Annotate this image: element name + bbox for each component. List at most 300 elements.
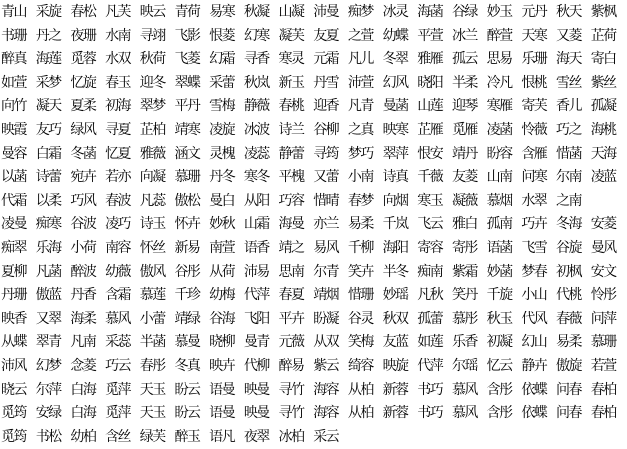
word-item: 之真 — [347, 121, 373, 138]
word-item: 新蓉 — [382, 405, 408, 422]
word-item: 靖之 — [278, 239, 304, 256]
word-item: 谷灵 — [347, 310, 373, 327]
word-item: 寄彤 — [451, 239, 477, 256]
word-item: 冰波 — [243, 121, 269, 138]
word-item: 幼薇 — [105, 263, 131, 280]
word-row — [1, 95, 626, 119]
word-item: 冰兰 — [451, 27, 477, 44]
word-item: 寄容 — [417, 239, 443, 256]
word-item: 忆夏 — [105, 145, 131, 162]
word-item: 海曼 — [278, 216, 304, 233]
word-item: 新蓉 — [382, 381, 408, 398]
word-item: 映香 — [1, 310, 26, 327]
word-item: 凡南 — [70, 334, 96, 351]
word-item: 书巧 — [417, 381, 443, 398]
word-item: 寻竹 — [278, 381, 304, 398]
word-item: 幻梦 — [35, 357, 61, 374]
word-item: 丹香 — [70, 287, 96, 304]
word-item: 凡菡 — [35, 263, 61, 280]
word-item: 涵文 — [174, 145, 200, 162]
word-item: 平丹 — [174, 98, 200, 115]
word-item: 映卉 — [209, 357, 235, 374]
word-item: 从双 — [313, 334, 339, 351]
word-item: 绮容 — [347, 357, 373, 374]
word-item: 飞影 — [174, 27, 200, 44]
word-item: 易风 — [313, 239, 339, 256]
word-item: 新易 — [174, 239, 200, 256]
word-item: 芷雁 — [417, 121, 443, 138]
word-item: 之南 — [556, 192, 581, 209]
word-item: 靖烟 — [313, 287, 339, 304]
word-item: 半柔 — [451, 74, 477, 91]
word-item: 冬海 — [556, 216, 581, 233]
word-item: 芷柏 — [139, 121, 165, 138]
word-item: 雅白 — [451, 216, 477, 233]
word-item: 紫云 — [313, 357, 339, 374]
word-item: 白海 — [70, 405, 96, 422]
word-item: 之萱 — [347, 27, 373, 44]
word-row — [1, 166, 626, 190]
word-item: 诗玉 — [139, 216, 165, 233]
word-item: 慕风 — [451, 405, 477, 422]
word-item: 千珍 — [174, 287, 200, 304]
word-item: 又蕾 — [313, 169, 339, 186]
word-item: 谷旋 — [556, 239, 581, 256]
word-item: 晓云 — [1, 381, 26, 398]
word-item: 恨安 — [417, 145, 443, 162]
word-item: 代萍 — [243, 287, 269, 304]
word-item: 雅薇 — [139, 145, 165, 162]
word-item: 夏柔 — [70, 98, 96, 115]
word-item: 傲旋 — [556, 357, 581, 374]
word-item: 沛曼 — [313, 4, 339, 20]
word-item: 紫霜 — [451, 263, 477, 280]
word-item: 笑卉 — [347, 263, 373, 280]
word-item: 痴南 — [417, 263, 443, 280]
word-item: 含彤 — [486, 405, 512, 422]
word-item: 海阳 — [382, 239, 408, 256]
word-item: 天玉 — [139, 381, 165, 398]
word-item: 含丝 — [105, 428, 131, 445]
word-item: 傲风 — [139, 263, 165, 280]
word-item: 妙玉 — [486, 4, 512, 20]
word-item: 芷荷 — [590, 27, 616, 44]
word-item: 水南 — [105, 27, 131, 44]
word-item: 映云 — [139, 4, 165, 20]
word-item: 冷凡 — [486, 74, 512, 91]
word-item: 采旋 — [35, 4, 61, 20]
word-item: 谷柳 — [313, 121, 339, 138]
word-item: 忆旋 — [70, 74, 96, 91]
word-item: 飞阳 — [243, 310, 269, 327]
word-item: 又翠 — [35, 310, 61, 327]
word-row — [1, 426, 626, 449]
word-item: 元霜 — [313, 51, 339, 68]
word-item: 思易 — [486, 51, 512, 68]
word-item: 觅萍 — [105, 405, 131, 422]
word-item: 映寒 — [382, 121, 408, 138]
word-item: 安文 — [590, 263, 616, 280]
word-item: 海莲 — [35, 51, 61, 68]
word-item: 凡儿 — [347, 51, 373, 68]
word-item: 冬翠 — [382, 51, 408, 68]
word-item: 语曼 — [209, 405, 235, 422]
word-row — [1, 402, 626, 426]
word-item: 向竹 — [1, 98, 26, 115]
word-item: 丹珊 — [1, 287, 26, 304]
word-item: 念菱 — [70, 357, 96, 374]
word-item: 幻寒 — [243, 27, 269, 44]
word-item: 秋凝 — [243, 4, 269, 20]
word-row — [1, 1, 626, 25]
word-item: 幻山 — [521, 334, 547, 351]
word-item: 紫枫 — [590, 4, 616, 20]
word-item: 半菡 — [139, 334, 165, 351]
word-item: 谷彤 — [174, 263, 200, 280]
word-item: 靖丹 — [451, 145, 477, 162]
word-item: 山凝 — [278, 4, 304, 20]
word-item: 静薇 — [243, 98, 269, 115]
word-item: 寻夏 — [105, 121, 131, 138]
word-item: 静蕾 — [278, 145, 304, 162]
word-item: 孤凝 — [590, 98, 616, 115]
word-item: 丹之 — [35, 27, 61, 44]
word-item: 新玉 — [278, 74, 304, 91]
word-item: 采梦 — [35, 74, 61, 91]
word-item: 寻翊 — [139, 27, 165, 44]
word-item: 惜晴 — [313, 192, 339, 209]
word-item: 含雁 — [521, 145, 547, 162]
word-item: 曼菡 — [382, 98, 408, 115]
word-item: 凌蕊 — [243, 145, 269, 162]
word-item: 映旋 — [382, 357, 408, 374]
word-item: 痴翠 — [1, 239, 26, 256]
word-item: 采云 — [313, 428, 339, 445]
word-item: 春玉 — [105, 74, 131, 91]
word-item: 春柏 — [590, 381, 616, 398]
word-item: 冰灵 — [382, 4, 408, 20]
word-item: 慕风 — [105, 310, 131, 327]
word-item: 凌蓝 — [590, 169, 616, 186]
word-item: 慕莲 — [139, 287, 165, 304]
word-item: 白霜 — [35, 145, 61, 162]
word-item: 安菱 — [590, 216, 616, 233]
word-item: 迎香 — [313, 98, 339, 115]
word-item: 如莲 — [417, 334, 443, 351]
word-item: 山莲 — [417, 98, 443, 115]
word-item: 雅雁 — [417, 51, 443, 68]
word-item: 白海 — [70, 381, 96, 398]
word-item: 巧容 — [278, 192, 304, 209]
word-item: 如萱 — [1, 74, 26, 91]
word-item: 乐香 — [451, 334, 477, 351]
word-item: 乐海 — [35, 239, 61, 256]
word-item: 寄芙 — [521, 98, 547, 115]
word-item: 春梦 — [347, 192, 373, 209]
word-item: 沛风 — [1, 357, 26, 374]
word-item: 盼凝 — [313, 310, 339, 327]
word-item: 飞云 — [417, 216, 443, 233]
word-item: 尔南 — [556, 169, 581, 186]
word-item: 语香 — [243, 239, 269, 256]
word-item: 依蝶 — [521, 381, 547, 398]
word-item: 寒雁 — [486, 98, 512, 115]
word-item: 海天 — [556, 51, 581, 68]
word-item: 凡秋 — [417, 287, 443, 304]
word-item: 千薇 — [417, 169, 443, 186]
word-item: 从柏 — [347, 381, 373, 398]
word-item: 曼容 — [1, 145, 26, 162]
word-item: 凌曼 — [1, 216, 26, 233]
word-item: 平萱 — [417, 27, 443, 44]
word-item: 春柏 — [590, 405, 616, 422]
word-item: 凡蕊 — [139, 192, 165, 209]
word-item: 凝芙 — [278, 27, 304, 44]
word-item: 寒玉 — [417, 192, 443, 209]
word-item: 怀卉 — [174, 216, 200, 233]
word-item: 问春 — [556, 405, 581, 422]
word-item: 春薇 — [556, 310, 581, 327]
word-item: 山霜 — [243, 216, 269, 233]
word-item: 水双 — [105, 51, 131, 68]
word-item: 天玉 — [139, 405, 165, 422]
word-row — [1, 331, 626, 355]
word-item: 问寒 — [521, 169, 547, 186]
word-item: 曼白 — [209, 192, 235, 209]
word-item: 凡芙 — [105, 4, 131, 20]
word-item: 以菡 — [1, 169, 26, 186]
word-item: 友蓝 — [382, 334, 408, 351]
word-item: 小南 — [347, 169, 373, 186]
word-item: 代萍 — [417, 357, 443, 374]
word-item: 又菱 — [556, 27, 581, 44]
word-item: 觅筠 — [1, 405, 26, 422]
word-item: 笑丹 — [451, 287, 477, 304]
word-item: 醉萱 — [486, 27, 512, 44]
word-row — [1, 25, 626, 49]
word-item: 妙瑶 — [382, 287, 408, 304]
word-item: 含彤 — [486, 381, 512, 398]
word-item: 忆云 — [486, 357, 512, 374]
word-row — [1, 190, 626, 214]
word-item: 千旋 — [486, 287, 512, 304]
word-item: 痴寒 — [35, 216, 61, 233]
word-item: 觅萍 — [105, 381, 131, 398]
word-item: 醉玉 — [174, 428, 200, 445]
word-item: 含霜 — [105, 287, 131, 304]
word-row — [1, 213, 626, 237]
word-item: 映曼 — [243, 381, 269, 398]
word-item: 绿风 — [70, 121, 96, 138]
word-item: 海柔 — [70, 310, 96, 327]
word-item: 靖寒 — [174, 121, 200, 138]
word-item: 易柔 — [347, 216, 373, 233]
word-item: 沛易 — [243, 263, 269, 280]
word-item: 以柔 — [35, 192, 61, 209]
word-item: 友菱 — [451, 169, 477, 186]
word-item: 初枫 — [556, 263, 581, 280]
word-row — [1, 143, 626, 167]
word-item: 盼容 — [486, 145, 512, 162]
word-item: 夜翠 — [243, 428, 269, 445]
word-item: 幻霜 — [209, 51, 235, 68]
word-item: 向烟 — [382, 192, 408, 209]
word-item: 小山 — [521, 287, 547, 304]
word-item: 沛萱 — [347, 74, 373, 91]
word-row — [1, 284, 626, 308]
word-item: 寒灵 — [278, 51, 304, 68]
word-item: 语菡 — [486, 239, 512, 256]
word-item: 语曼 — [209, 381, 235, 398]
word-item: 觅雁 — [451, 121, 477, 138]
word-item: 南容 — [105, 239, 131, 256]
word-item: 春波 — [105, 192, 131, 209]
word-item: 醉真 — [1, 51, 26, 68]
word-item: 静卉 — [521, 357, 547, 374]
word-item: 巧云 — [105, 357, 131, 374]
word-item: 安绿 — [35, 405, 61, 422]
word-item: 寻香 — [243, 51, 269, 68]
word-item: 孤南 — [486, 216, 512, 233]
word-item: 千柳 — [347, 239, 373, 256]
word-item: 宛卉 — [70, 169, 96, 186]
word-item: 夜珊 — [70, 27, 96, 44]
word-item: 青山 — [1, 4, 26, 20]
word-item: 梦春 — [521, 263, 547, 280]
word-item: 慕彤 — [451, 310, 477, 327]
word-item: 青荷 — [174, 4, 200, 20]
word-item: 亦兰 — [313, 216, 339, 233]
word-item: 代桃 — [556, 287, 581, 304]
word-item: 水翠 — [521, 192, 547, 209]
word-item: 晓柳 — [209, 334, 235, 351]
word-item: 慕风 — [451, 381, 477, 398]
word-item: 秋双 — [382, 310, 408, 327]
word-item: 妙菡 — [486, 263, 512, 280]
word-item: 冬菡 — [70, 145, 96, 162]
word-item: 友夏 — [313, 27, 339, 44]
word-item: 丹冬 — [209, 169, 235, 186]
word-item: 采蕾 — [209, 74, 235, 91]
word-item: 寻竹 — [278, 405, 304, 422]
word-item: 元丹 — [521, 4, 547, 20]
word-item: 翠萍 — [382, 145, 408, 162]
word-item: 曼青 — [243, 334, 269, 351]
word-item: 问春 — [556, 381, 581, 398]
word-item: 映曼 — [243, 405, 269, 422]
word-item: 书巧 — [417, 405, 443, 422]
word-item: 春桃 — [278, 98, 304, 115]
word-item: 千岚 — [382, 216, 408, 233]
word-grid — [1, 1, 626, 449]
word-item: 若亦 — [105, 169, 131, 186]
word-item: 醉波 — [70, 263, 96, 280]
word-item: 醉易 — [278, 357, 304, 374]
word-item: 冰柏 — [278, 428, 304, 445]
word-item: 秋荷 — [139, 51, 165, 68]
word-item: 秋岚 — [243, 74, 269, 91]
word-item: 从荷 — [209, 263, 235, 280]
word-row — [1, 48, 626, 72]
word-item: 慕曼 — [174, 334, 200, 351]
word-item: 南萱 — [209, 239, 235, 256]
word-item: 采蕊 — [105, 334, 131, 351]
word-item: 凝薇 — [451, 192, 477, 209]
word-item: 谷海 — [209, 310, 235, 327]
word-item: 迎冬 — [139, 74, 165, 91]
word-item: 靖绿 — [174, 310, 200, 327]
word-item: 慕珊 — [590, 334, 616, 351]
word-item: 诗蕾 — [35, 169, 61, 186]
word-item: 诗真 — [382, 169, 408, 186]
word-item: 绿芙 — [139, 428, 165, 445]
word-item: 飞菱 — [174, 51, 200, 68]
word-item: 紫丝 — [590, 74, 616, 91]
word-item: 向凝 — [139, 169, 165, 186]
word-item: 海容 — [313, 381, 339, 398]
word-item: 山南 — [486, 169, 512, 186]
word-item: 半冬 — [382, 263, 408, 280]
word-item: 曼风 — [590, 239, 616, 256]
word-item: 妙秋 — [209, 216, 235, 233]
word-item: 映霞 — [1, 121, 26, 138]
word-item: 幼梅 — [209, 287, 235, 304]
word-item: 平槐 — [278, 169, 304, 186]
word-item: 从阳 — [243, 192, 269, 209]
word-item: 灵槐 — [209, 145, 235, 162]
word-item: 恨桃 — [521, 74, 547, 91]
word-item: 翠梦 — [139, 98, 165, 115]
word-row — [1, 237, 626, 261]
word-item: 元薇 — [278, 334, 304, 351]
word-item: 问萍 — [590, 310, 616, 327]
word-item: 翠蝶 — [174, 74, 200, 91]
word-item: 孤云 — [451, 51, 477, 68]
word-row — [1, 379, 626, 403]
word-item: 秋天 — [556, 4, 581, 20]
word-item: 傲松 — [174, 192, 200, 209]
word-item: 尔萍 — [35, 381, 61, 398]
word-item: 天海 — [590, 145, 616, 162]
word-item: 巧之 — [556, 121, 581, 138]
word-item: 恨菱 — [209, 27, 235, 44]
word-item: 凌菡 — [486, 121, 512, 138]
word-item: 梦巧 — [347, 145, 373, 162]
word-item: 易柔 — [556, 334, 581, 351]
word-item: 巧风 — [70, 192, 96, 209]
word-item: 凡青 — [347, 98, 373, 115]
word-item: 易寒 — [209, 4, 235, 20]
word-item: 尔瑶 — [451, 357, 477, 374]
word-item: 翠青 — [35, 334, 61, 351]
word-item: 怜彤 — [590, 287, 616, 304]
word-item: 春松 — [70, 4, 96, 20]
word-item: 寄白 — [590, 51, 616, 68]
word-item: 书珊 — [1, 27, 26, 44]
word-item: 惜菡 — [556, 145, 581, 162]
word-item: 夏柳 — [1, 263, 26, 280]
word-row — [1, 355, 626, 379]
word-row — [1, 119, 626, 143]
word-item: 代风 — [521, 310, 547, 327]
word-item: 海菡 — [417, 4, 443, 20]
word-item: 怜薇 — [521, 121, 547, 138]
word-item: 代霜 — [1, 192, 26, 209]
word-item: 若萱 — [590, 357, 616, 374]
word-item: 书松 — [35, 428, 61, 445]
word-item: 秋玉 — [486, 310, 512, 327]
word-item: 雪丝 — [556, 74, 581, 91]
